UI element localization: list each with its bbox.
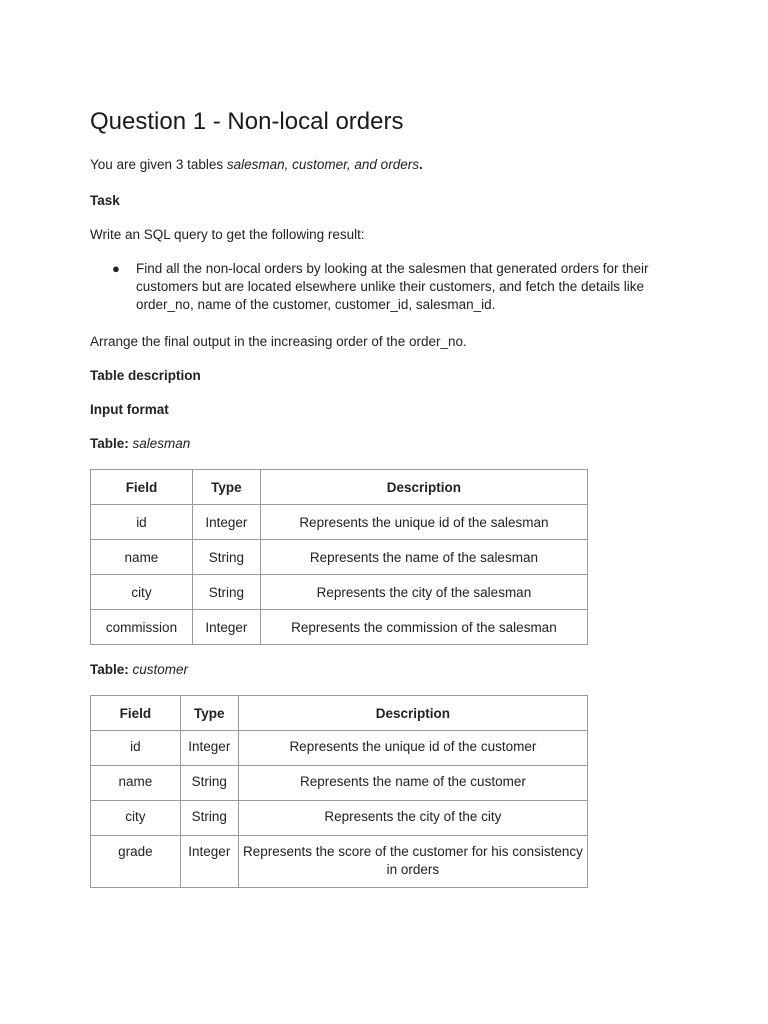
salesman-table-caption	[90, 435, 190, 453]
bullet-item	[136, 260, 681, 314]
intro-tables: salesman, customer, and orders	[226, 157, 419, 172]
table-name: customer	[132, 662, 189, 677]
bullet-line: Find all the non-local orders by looking at the salesmen that generated orders for their	[136, 261, 649, 276]
intro-paragraph	[90, 156, 423, 174]
table-cell: Represents the name of the customer	[238, 766, 587, 801]
table-cell: String	[192, 575, 260, 610]
table-cell: Integer	[180, 836, 238, 888]
table-cell: Integer	[180, 731, 238, 766]
table-header-row	[91, 470, 588, 505]
table-cell: String	[180, 801, 238, 836]
column-header: Description	[260, 470, 587, 505]
table-cell: Represents the city of the city	[238, 801, 587, 836]
column-header: Field	[91, 696, 181, 731]
table-cell: id	[91, 731, 181, 766]
table-cell: city	[91, 801, 181, 836]
table-cell: String	[180, 766, 238, 801]
table-cell: Integer	[192, 505, 260, 540]
intro-suffix: .	[418, 157, 423, 172]
table-cell: Integer	[192, 610, 260, 645]
bullet-dot-icon: ●	[112, 261, 120, 276]
column-header: Type	[180, 696, 238, 731]
table-row	[91, 575, 588, 610]
table-row	[91, 801, 588, 836]
arrange-text: Arrange the final output in the increasing order of the order_no.	[90, 334, 467, 349]
customer-table-caption	[90, 661, 188, 679]
table-row	[91, 836, 588, 888]
table-row	[91, 505, 588, 540]
table-label: Table:	[90, 436, 129, 451]
bullet-line: order_no, name of the customer, customer_id, salesman_id.	[136, 297, 496, 312]
column-header: Field	[91, 470, 193, 505]
table-cell: city	[91, 575, 193, 610]
column-header: Type	[192, 470, 260, 505]
table-description-heading: Table description	[90, 368, 201, 383]
table-cell: String	[192, 540, 260, 575]
table-row	[91, 766, 588, 801]
intro-prefix: You are given 3 tables	[90, 157, 227, 172]
table-label: Table:	[90, 662, 129, 677]
table-cell: Represents the city of the salesman	[260, 575, 587, 610]
task-heading: Task	[90, 193, 120, 208]
table-cell: Represents the score of the customer for his consistency in orders	[238, 836, 587, 888]
table-row	[91, 540, 588, 575]
table-cell: commission	[91, 610, 193, 645]
table-cell: Represents the unique id of the salesman	[260, 505, 587, 540]
bullet-line: customers but are located elsewhere unlike their customers, and fetch the details like	[136, 279, 645, 294]
table-header-row	[91, 696, 588, 731]
salesman-table	[90, 469, 588, 645]
input-format-heading: Input format	[90, 402, 169, 417]
task-text: Write an SQL query to get the following result:	[90, 227, 365, 242]
table-cell: Represents the name of the salesman	[260, 540, 587, 575]
table-cell: Represents the commission of the salesman	[260, 610, 587, 645]
table-cell: name	[91, 540, 193, 575]
table-row	[91, 731, 588, 766]
table-cell: Represents the unique id of the customer	[238, 731, 587, 766]
table-cell: name	[91, 766, 181, 801]
table-row	[91, 610, 588, 645]
table-cell: grade	[91, 836, 181, 888]
table-cell: id	[91, 505, 193, 540]
customer-table	[90, 695, 588, 888]
table-name: salesman	[132, 436, 191, 451]
column-header: Description	[238, 696, 587, 731]
page-title: Question 1 - Non-local orders	[90, 108, 404, 135]
